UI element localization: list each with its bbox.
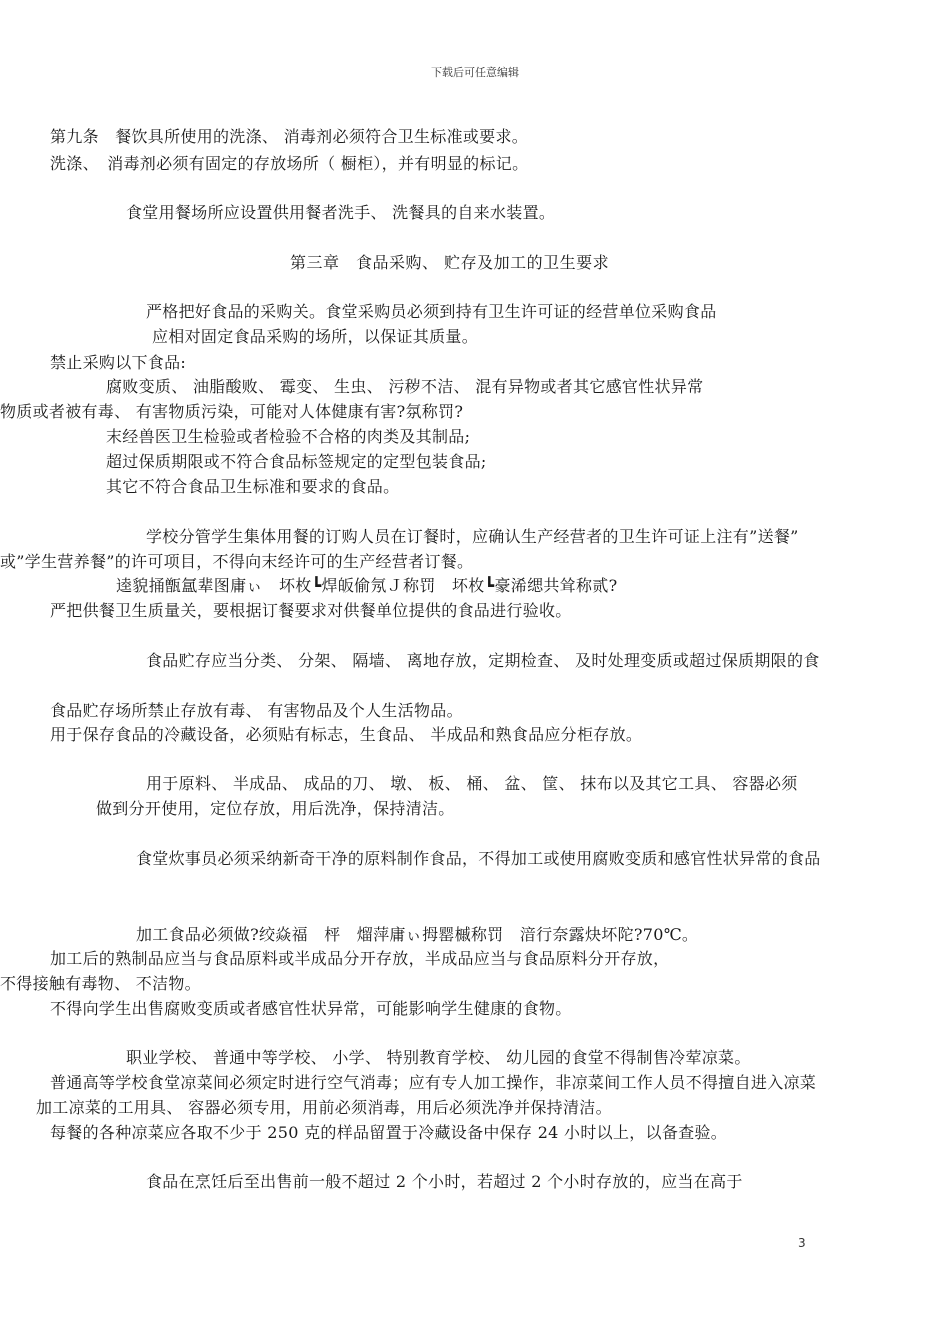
text-line: 食品贮存应当分类、 分架、 隔墙、 离地存放，定期检查、 及时处理变质或超过保质期限的食 — [146, 651, 820, 670]
text-line: 职业学校、 普通中等学校、 小学、 特别教育学校、 幼儿园的食堂不得制售冷荤凉菜。 — [126, 1048, 751, 1067]
text-line: 严把供餐卫生质量关，要根据订餐要求对供餐单位提供的食品进行验收。 — [50, 601, 572, 620]
text-line: 不得接触有毒物、 不洁物。 — [0, 974, 201, 993]
text-line: 食品贮存场所禁止存放有毒、 有害物品及个人生活物品。 — [50, 701, 463, 720]
text-line: 每餐的各种凉菜应各取不少于 250 克的样品留置于冷藏设备中保存 24 小时以上，以备查验。 — [50, 1123, 728, 1142]
text-line: 不得向学生出售腐败变质或者感官性状异常，可能影响学生健康的食物。 — [50, 999, 572, 1018]
text-line: 禁止采购以下食品: — [50, 353, 187, 372]
text-line: 物质或者被有毒、 有害物质污染，可能对人体健康有害?氛称罚? — [0, 402, 464, 421]
page-number: 3 — [798, 1236, 806, 1250]
text-line: 食堂炊事员必须采纳新奇干净的原料制作食品，不得加工或使用腐败变质和感官性状异常的食品 — [136, 849, 821, 868]
text-line: 腐败变质、 油脂酸败、 霉变、 生虫、 污秽不洁、 混有异物或者其它感官性状异常 — [106, 377, 704, 396]
text-line: 加工食品必须做?绞焱福 枰 熘萍庸ぃ拇罂槭称罚 湆行奈露炔坏陀?70℃。 — [136, 925, 699, 944]
text-line: 第九条 餐饮具所使用的洗涤、 消毒剂必须符合卫生标准或要求。 — [50, 127, 529, 146]
text-line: 洗涤、 消毒剂必须有固定的存放场所（ 橱柜），并有明显的标记。 — [50, 154, 529, 173]
text-line: 末经兽医卫生检验或者检验不合格的肉类及其制品; — [106, 427, 471, 446]
text-line: 加工凉菜的工用具、 容器必须专用，用前必须消毒，用后必须洗净并保持清洁。 — [36, 1098, 612, 1117]
text-line: 用于原料、 半成品、 成品的刀、 墩、 板、 桶、 盆、 筐、 抹布以及其它工具、 容器必须 — [146, 774, 798, 793]
page-header: 下载后可任意编辑 — [431, 66, 519, 79]
text-line: 普通高等学校食堂凉菜间必须定时进行空气消毒；应有专人加工操作，非凉菜间工作人员不得擅自进入凉菜 — [50, 1073, 817, 1092]
text-line: 用于保存食品的冷藏设备，必须贴有标志，生食品、 半成品和熟食品应分柜存放。 — [50, 725, 643, 744]
text-line: 学校分管学生集体用餐的订购人员在订餐时，应确认生产经营者的卫生许可证上注有”送餐” — [146, 527, 799, 546]
chapter-title: 第三章 食品采购、 贮存及加工的卫生要求 — [290, 253, 610, 272]
text-line: 其它不符合食品卫生标准和要求的食品。 — [106, 477, 400, 496]
text-line: 逵貌捅甑氲辈图庸ぃ 坏枚┗焊皈偷氖Ｊ称罚 坏枚┗豪浠缌共耸称贰? — [116, 576, 618, 595]
text-line: 严格把好食品的采购关。食堂采购员必须到持有卫生许可证的经营单位采购食品 — [146, 302, 717, 321]
text-line: 超过保质期限或不符合食品标签规定的定型包装食品; — [106, 452, 487, 471]
text-line: 应相对固定食品采购的场所，以保证其质量。 — [152, 327, 479, 346]
text-line: 做到分开使用，定位存放，用后洗净，保持清洁。 — [96, 799, 455, 818]
text-line: 或”学生营养餐”的许可项目，不得向末经许可的生产经营者订餐。 — [0, 552, 474, 571]
text-line: 食堂用餐场所应设置供用餐者洗手、 洗餐具的自来水装置。 — [126, 203, 556, 222]
text-line: 食品在烹饪后至出售前一般不超过 2 个小时，若超过 2 个小时存放的，应当在高于 — [146, 1172, 743, 1191]
text-line: 加工后的熟制品应当与食品原料或半成品分开存放，半成品应当与食品原料分开存放， — [50, 949, 670, 968]
